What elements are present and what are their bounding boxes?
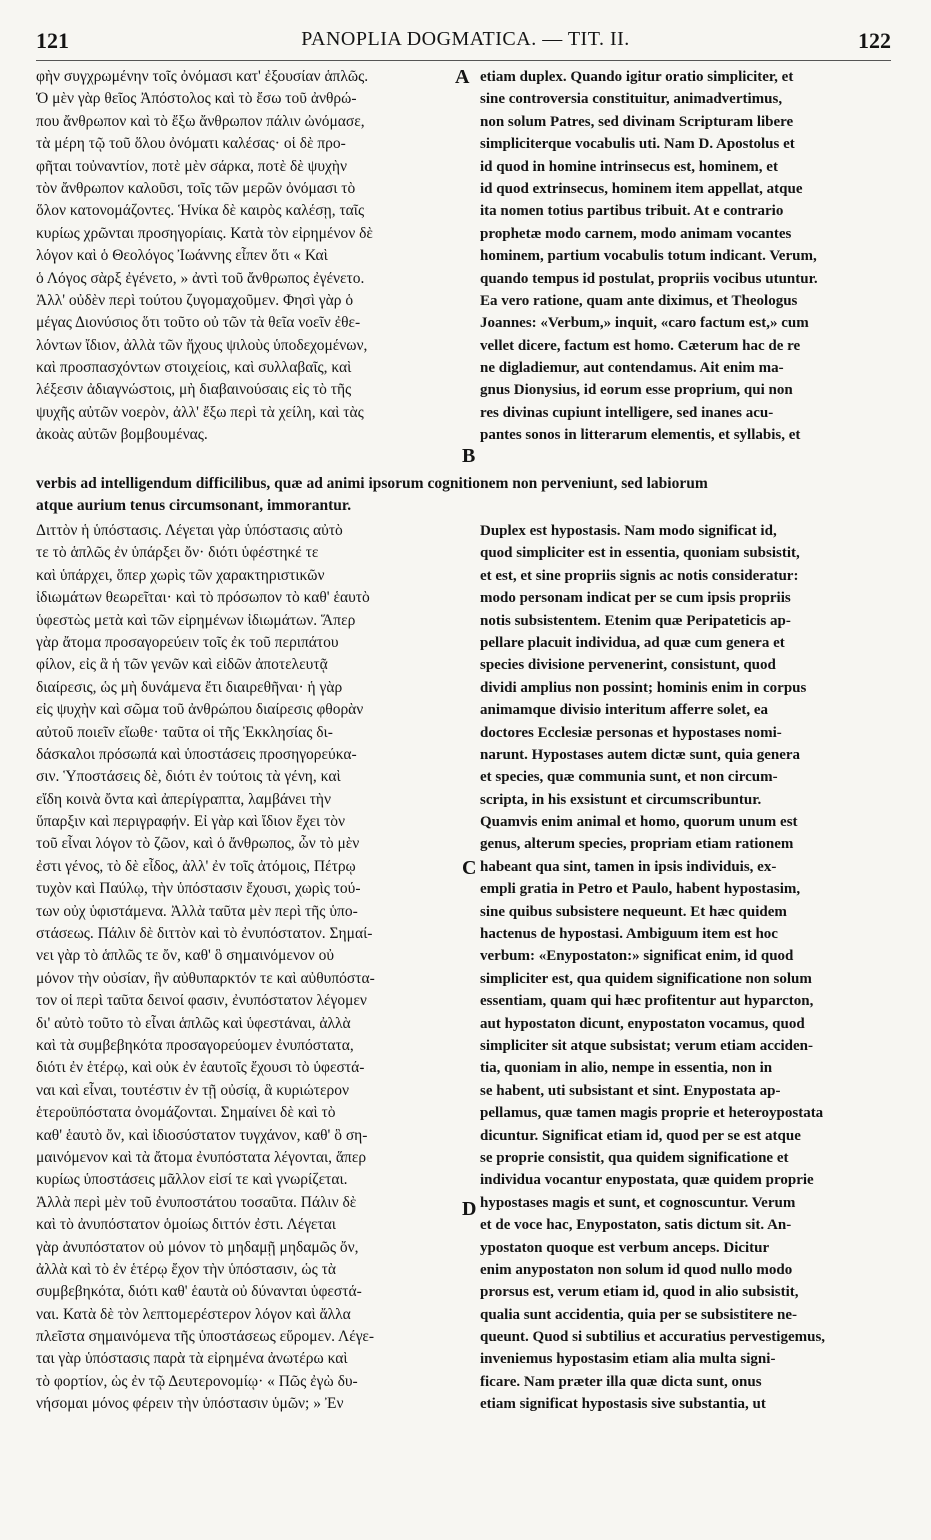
text-line: τὸ φορτίον, ὡς ἐν τῷ Δευτερονομίῳ· « Πῶς ἐγὼ δυ-: [36, 1372, 358, 1390]
text-line: notis subsistentem. Etenim quæ Peripateticis ap-: [480, 612, 791, 629]
text-line: hominem, partium vocabulis totum indicant. Verum,: [480, 248, 817, 265]
text-line: δάσκαλοι πρόσωπά καὶ ὑποστάσεις προσηγορεύκα-: [36, 745, 357, 763]
text-line: pellamus, quæ tamen magis proprie et heteroypostata: [480, 1105, 824, 1122]
text-line: αὐτοῦ ποιεῖν εἴωθε· ταῦτα οἱ τῆς Ἐκκλησίας δι-: [36, 723, 333, 741]
text-line: ficare. Nam præter illa quæ dicta sunt, onus: [480, 1373, 762, 1390]
text-line: κυρίως ὑποστάσεις μᾶλλον εἰσί τε καὶ γνωρίζεται.: [36, 1171, 348, 1189]
text-line: qualia sunt accidentia, quia per se subsistitere ne-: [480, 1306, 797, 1323]
margin-marker-a: A: [455, 66, 470, 88]
text-line: μόνον τὴν οὐσίαν, ἣν αὐθυπαρκτόν τε καὶ αὐθυπόστα-: [36, 969, 375, 987]
text-line: ypostaton quoque est verbum anceps. Dicitur: [480, 1239, 770, 1256]
text-line: λόγον καὶ ὁ Θεολόγος Ἰωάννης εἶπεν ὅτι « Καὶ: [36, 247, 328, 265]
text-line: scripta, in his exsistunt et circumscribuntur.: [480, 791, 762, 808]
text-line: ναι. Κατὰ δὲ τὸν λεπτομερέστερον λόγον καὶ ἄλλα: [36, 1305, 351, 1323]
text-line: ἰδιωμάτων θεωρεῖται· καὶ τὸ πρόσωπον τὸ καθ' ἑαυτὸ: [36, 589, 370, 607]
text-line: id quod extrinsecus, hominem item appellat, atque: [480, 180, 803, 197]
text-line: se habent, uti subsistant et sint. Enypostata ap-: [480, 1082, 781, 1099]
running-title: PANOPLIA DOGMATICA. — TIT. II.: [301, 28, 630, 50]
text-line: σιν. Ὑποστάσεις δὲ, διότι ἐν τούτοις τὰ γένη, καὶ: [36, 768, 341, 786]
text-line: καὶ τὸ ἀνυπόστατον ὁμοίως διττόν ἐστι. Λέγεται: [36, 1216, 336, 1234]
text-line: Joannes: «Verbum,» inquit, «caro factum est,» cum: [480, 315, 809, 332]
margin-marker-c: C: [462, 857, 477, 879]
text-line: λέξεσιν ἀδιαγνώστοις, μὴ διαβαινούσαις εἰς τὸ τῆς: [36, 381, 352, 399]
text-line: φῆται τοὐναντίον, ποτὲ μὲν σάρκα, ποτὲ δὲ ψυχὴν: [36, 157, 348, 175]
text-line: γὰρ ἀνυπόστατον οὐ μόνον τὸ μηδαμῇ μηδαμῶς ὄν,: [36, 1238, 359, 1256]
text-line: τον οἱ περὶ ταῦτα δεινοί φασιν, ἐνυπόστατον λέγομεν: [36, 992, 367, 1010]
text-line: genus, alterum species, propriam etiam rationem: [480, 836, 794, 853]
text-line: gnus Dionysius, id eorum esse proprium, qui non: [480, 382, 793, 399]
text-line: λόντων ἴδιον, ἀλλὰ τῶν ἤχους ψιλοὺς ὑποδεχομένων,: [36, 336, 368, 354]
text-line: empli gratia in Petro et Paulo, habent hypostasim,: [480, 881, 801, 898]
text-line: εἰς ψυχὴν καὶ σῶμα τοῦ ἀνθρώπου διαίρεσις φθορὰν: [36, 701, 364, 719]
text-line: τοῦ εἶναι λόγον τὸ ζῶον, καὶ ὁ ἄνθρωπος, ὧν τὸ μὲν: [36, 835, 360, 853]
text-line: Ἀλλ' οὐδὲν περὶ τούτου ζυγομαχοῦμεν. Φησὶ γὰρ ὁ: [36, 291, 354, 309]
text-line: pantes sonos in litterarum elementis, et syllabis, et: [480, 427, 801, 444]
text-line: res divinas cupiunt intelligere, sed inanes acu-: [480, 404, 774, 421]
text-line: ἐστι γένος, τὸ δὲ εἶδος, ἀλλ' ἐν τοῖς ἀτόμοις, Πέτρῳ: [36, 857, 356, 875]
page-number-left: 121: [36, 28, 69, 53]
text-line: dividi amplius non possint; hominis enim in corpus: [480, 679, 807, 696]
text-line: prorsus est, verum etiam id, quod in alio subsistit,: [480, 1284, 799, 1301]
text-line: διαίρεσις, ὡς μὴ δυνάμενα ἔτι διαιρεθῆναι· ἡ γὰρ: [36, 678, 343, 696]
text-line: τὸν ἄνθρωπον καλοῦσι, τοῖς τῶν μερῶν ὀνόμασι τὸ: [36, 179, 356, 197]
text-line: se proprie consistit, qua quidem significatione et: [480, 1149, 789, 1166]
text-line: καὶ προσπασχόντων στοιχείοις, καὶ συλλαβαῖς, καὶ: [36, 359, 352, 377]
text-line: που ἄνθρωπον καὶ τὸ ἔξω ἄνθρωπον πάλιν ὠνόμασε,: [36, 112, 365, 130]
text-line: νει γὰρ τὸ ἁπλῶς τε ὄν, καθ' ὃ σημαινόμενον οὐ: [36, 947, 335, 965]
text-line: simpliciter est, qua quidem significatione non solum: [480, 970, 812, 987]
margin-marker-d: D: [462, 1198, 477, 1220]
text-line: hypostases magis et sunt, et cognoscuntur. Verum: [480, 1194, 796, 1211]
text-line: Διττὸν ἡ ὑπόστασις. Λέγεται γὰρ ὑπόστασις αὐτὸ: [36, 522, 343, 539]
text-line: etiam significat hypostasis sive substantia, ut: [480, 1396, 766, 1413]
text-line: sine controversia constituitur, animadvertimus,: [480, 91, 783, 108]
text-line: εἴδη κοινὰ ὄντα καὶ ἀπερίγραπτα, λαμβάνει τὴν: [36, 790, 332, 808]
text-line: simpliciterque vocabulis uti. Nam D. Apostolus et: [480, 136, 795, 153]
text-line: prophetæ modo carnem, modo animam vocantes: [480, 225, 792, 242]
text-line: των οὐχ ὑφιστάμενα. Ἀλλὰ ταῦτα μὲν περὶ τῆς ὑπο-: [36, 902, 358, 920]
text-line: ὕπαρξιν καὶ περιγραφήν. Εἰ γὰρ καὶ ἴδιον ἔχει τὸν: [36, 813, 346, 831]
text-line: ἀλλὰ καὶ τὸ ἐν ἑτέρῳ ἔχον τὴν ὑπόστασιν, ὡς τὰ: [36, 1260, 336, 1278]
text-line: φίλον, εἰς ἃ ἡ τῶν γενῶν καὶ εἰδῶν ἀποτελευτᾷ: [36, 656, 328, 674]
text-line: τυχὸν καὶ Παύλῳ, τὴν ὑπόστασιν ἔχουσι, χωρὶς τού-: [36, 880, 361, 898]
greek-column-bottom: [36, 520, 461, 1416]
text-line: Quamvis enim animal et homo, quorum unum est: [480, 814, 798, 831]
text-line: dicuntur. Significat etiam id, quod per se est atque: [480, 1127, 801, 1144]
text-line: habeant qua sint, tamen in ipsis individuis, ex-: [480, 858, 777, 875]
text-line: νήσομαι μόνος φέρειν τὴν ὑπόστασιν ὑμῶν; » Ἐν: [36, 1395, 344, 1413]
text-line: tia, quoniam in alio, nempe in essentia, non in: [480, 1060, 773, 1077]
text-line: Duplex est hypostasis. Nam modo significat id,: [480, 523, 777, 539]
page-number-right: 122: [858, 28, 891, 53]
text-line: καὶ τὰ συμβεβηκότα προσαγορεύομεν ἐνυπόστατα,: [36, 1036, 354, 1054]
text-line: et species, quæ communia sunt, et non circum-: [480, 769, 778, 786]
text-line: essentiam, quam qui hæc profitentur aut hyparcton,: [480, 993, 814, 1010]
text-line: narunt. Hypostases autem dictæ sunt, quia genera: [480, 746, 801, 763]
text-line: species divisione pervenerint, consistunt, quod: [480, 657, 776, 674]
text-line: queunt. Quod si subtilius et accuratius pervestigemus,: [480, 1329, 826, 1346]
text-line: ἀκοὰς αὐτῶν βομβουμένας.: [36, 426, 208, 444]
text-line: aut hypostaton dicunt, enypostaton vocamus, quod: [480, 1015, 805, 1032]
text-line: simpliciter sit atque subsistat; verum etiam acciden-: [480, 1037, 814, 1054]
note-line: verbis ad intelligendum difficilibus, quæ ad animi ipsorum cognitionem non perveniunt, sed labiorum: [36, 475, 708, 492]
greek-column-top: [36, 66, 461, 447]
text-line: enim anypostaton non solum id quod nullo modo: [480, 1261, 793, 1278]
text-line: ὅλον κατονομάζοντες. Ἡνίκα δὲ καιρὸς καλέσῃ, ταῖς: [36, 202, 365, 220]
text-line: Ea vero ratione, quam ante diximus, et Theologus: [480, 292, 798, 309]
text-line: ψυχῆς αὐτῶν νοερὸν, ἀλλ' ἔξω περὶ τὰ χείλη, καὶ τὰς: [36, 403, 364, 421]
margin-marker-b: B: [462, 445, 476, 467]
text-line: inveniemus hypostasim etiam alia multa signi-: [480, 1351, 776, 1368]
text-line: ὑφεστὼς μετὰ καὶ τῶν εἰρημένων ἰδιωμάτων. Ἅπερ: [36, 611, 356, 629]
text-line: animamque divisio interitum afferre solet, ea: [480, 702, 769, 719]
text-line: et est, et sine propriis signis ac notis consideratur:: [480, 567, 799, 584]
text-line: Ὁ μὲν γὰρ θεῖος Ἀπόστολος καὶ τὸ ἔσω τοῦ ἀνθρώ-: [36, 90, 357, 108]
note-line: atque aurium tenus circumsonant, immorantur.: [36, 497, 352, 515]
text-line: τὰ μέρη τῷ τοῦ ὅλου ὀνόματι καλέσας· οἱ δὲ προ-: [36, 135, 346, 153]
text-line: πλεῖστα σημαινόμενα τῆς ὑποστάσεως εὕρομεν. Λέγε-: [36, 1328, 375, 1346]
text-line: pellare placuit individua, ad quæ cum genera et: [480, 634, 785, 651]
text-line: id quod in homine intrinsecus est, hominem, et: [480, 158, 778, 175]
text-line: hactenus de hypostasi. Ambiguum item est hoc: [480, 926, 778, 943]
text-line: quando tempus id postulat, propriis vocibus utuntur.: [480, 270, 818, 287]
text-line: συμβεβηκότα, διότι καθ' ἑαυτὰ οὐ δύνανται ὑφεστά-: [36, 1283, 362, 1301]
text-line: κυρίως χρῶνται προσηγορίαις. Κατὰ τὸν εἰρημένον δὲ: [36, 224, 373, 242]
text-line: μέγας Διονύσιος ὅτι τοῦτο οὐ τῶν τὰ θεῖα νοεῖν ἐθε-: [36, 314, 361, 332]
text-line: ἑτεροϋπόστατα ὀνομάζονται. Σημαίνει δὲ καὶ τὸ: [36, 1104, 336, 1122]
latin-column-top: [480, 66, 900, 447]
text-line: ne digladiemur, aut contendamus. Ait enim ma-: [480, 360, 784, 377]
text-line: στάσεως. Πάλιν δὲ διττὸν καὶ τὸ ἐνυπόστατον. Σημαί-: [36, 925, 373, 943]
text-line: καθ' ἑαυτὸ ὄν, καὶ ἰδιοσύστατον τυγχάνον, καθ' ὃ ση-: [36, 1126, 368, 1144]
latin-spanning-note: [36, 473, 902, 518]
text-line: doctores Ecclesiæ personas et hypostases nomi-: [480, 724, 782, 741]
text-line: vellet dicere, factum est homo. Cæterum hac de re: [480, 337, 801, 354]
text-line: καὶ ὑπάρχει, ὅπερ χωρὶς τῶν χαρακτηριστικῶν: [36, 566, 325, 584]
text-line: φὴν συγχρωμένην τοῖς ὀνόμασι κατ' ἐξουσίαν ἁπλῶς.: [36, 68, 369, 85]
text-line: quod simpliciter est in essentia, quoniam subsistit,: [480, 545, 800, 562]
text-line: modo personam indicat per se cum ipsis propriis: [480, 590, 791, 607]
text-line: non solum Patres, sed divinam Scripturam libere: [480, 113, 794, 130]
text-line: μαινόμενον καὶ τὰ ἄτομα ἐνυπόστατα λέγονται, ἅπερ: [36, 1148, 367, 1166]
text-line: etiam duplex. Quando igitur oratio simpliciter, et: [480, 69, 794, 85]
text-line: ναι καὶ εἶναι, τουτέστιν ἐν τῇ οὐσίᾳ, ἃ κυριώτερον: [36, 1081, 350, 1099]
text-line: γὰρ ἄτομα προσαγορεύειν τοῖς ἐκ τοῦ περιπάτου: [36, 633, 339, 651]
text-line: τε τὸ ἁπλῶς ἐν ὑπάρξει ὄν· διότι ὑφέστηκέ τε: [36, 544, 319, 562]
text-line: sine quibus subsistere nequeunt. Et hæc quidem: [480, 903, 787, 920]
running-header: [0, 22, 931, 52]
text-line: et de voce hac, Enypostaton, satis dictum sit. An-: [480, 1217, 792, 1234]
text-line: individua vocantur enypostata, quæ quidem proprie: [480, 1172, 814, 1189]
text-line: verbum: «Enypostaton:» significat enim, id quod: [480, 948, 794, 965]
text-line: ται γὰρ ὑπόστασις παρὰ τὰ εἰρημένα ἀνωτέρω καὶ: [36, 1350, 348, 1368]
text-line: διότι ἐν ἑτέρῳ, καὶ οὐκ ἐν ἑαυτοῖς ἔχουσι τὸ ὑφεστά-: [36, 1059, 365, 1077]
latin-column-bottom: [480, 520, 900, 1416]
text-line: ita nomen totius partibus tribuit. At e contrario: [480, 203, 784, 220]
text-line: ὁ Λόγος σὰρξ ἐγένετο, » ἀντὶ τοῦ ἄνθρωπος ἐγένετο.: [36, 269, 365, 287]
text-line: Ἀλλὰ περὶ μὲν τοῦ ἐνυποστάτου τοσαῦτα. Πάλιν δὲ: [36, 1193, 357, 1211]
text-line: δι' αὐτὸ τοῦτο τὸ εἶναι ἁπλῶς καὶ ὑφεστάναι, ἀλλὰ: [36, 1014, 351, 1032]
header-rule: [36, 60, 891, 61]
